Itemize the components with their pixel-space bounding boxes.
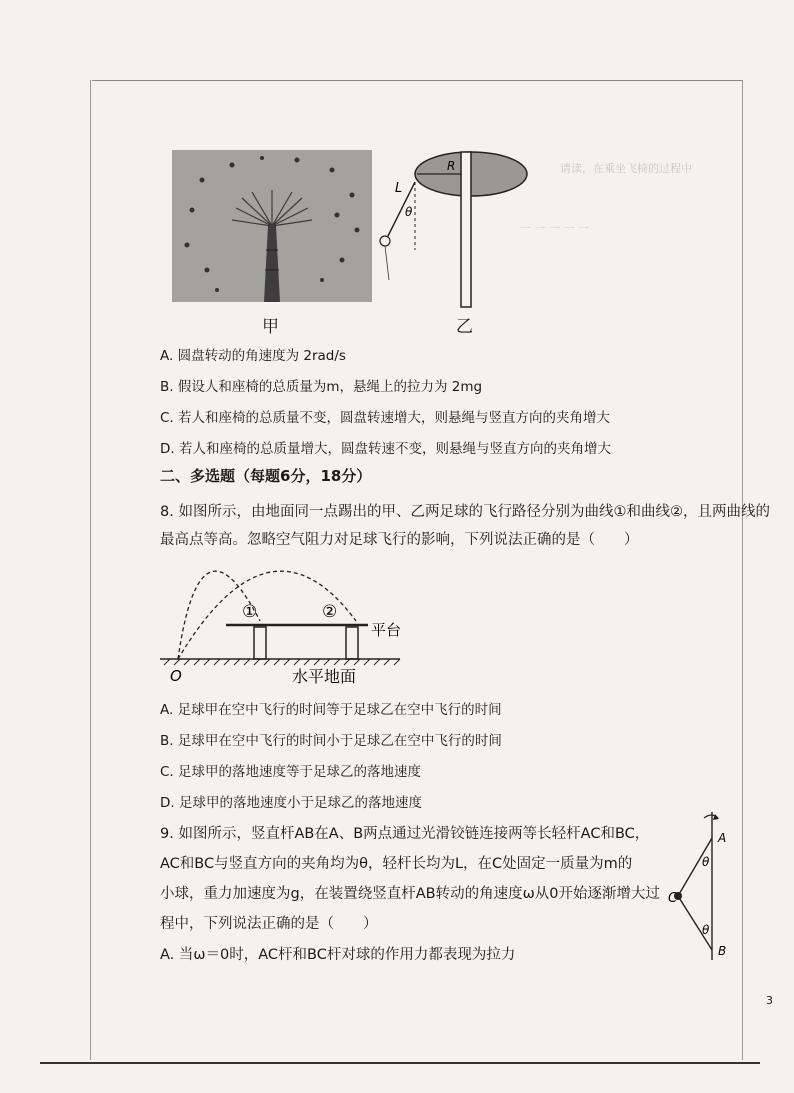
label-C: C bbox=[668, 891, 678, 906]
label-theta-top: θ bbox=[702, 855, 710, 869]
page-number: 3 bbox=[766, 994, 773, 1007]
label-A: A bbox=[718, 831, 727, 845]
scan-border-bottom bbox=[40, 1062, 760, 1064]
q9-stem-line1: 9. 如图所示，竖直杆AB在A、B两点通过光滑铰链连接两等长轻杆AC和BC， bbox=[160, 826, 650, 842]
label-theta-bottom: θ bbox=[702, 923, 710, 937]
q7-option-a: A. 圆盘转动的角速度为 2rad/s bbox=[160, 348, 346, 364]
q8-stem-line1: 8. 如图所示，由地面同一点踢出的甲、乙两足球的飞行路径分别为曲线①和曲线②，且两曲线的 bbox=[160, 504, 770, 520]
q8-option-b: B. 足球甲在空中飞行的时间小于足球乙在空中飞行的时间 bbox=[160, 733, 502, 749]
q8-trajectory-diagram bbox=[160, 545, 410, 685]
figure-yi-diagram bbox=[375, 140, 555, 310]
swing-ride-photo bbox=[172, 150, 372, 302]
label-R: R bbox=[447, 159, 456, 173]
section-title-multiple-choice: 二、多选题（每题6分，18分） bbox=[160, 467, 372, 485]
q9-rod-diagram bbox=[668, 810, 748, 960]
ground-label: 水平地面 bbox=[292, 667, 357, 685]
scan-border-left bbox=[90, 80, 91, 1060]
q8-stem-line2: 最高点等高。忽略空气阻力对足球飞行的影响，下列说法正确的是（ ） bbox=[160, 532, 639, 548]
figure-yi-label: 乙 bbox=[456, 317, 473, 337]
label-B: B bbox=[718, 944, 727, 958]
origin-label: O bbox=[170, 667, 182, 685]
q9-option-a: A. 当ω＝0时，AC杆和BC杆对球的作用力都表现为拉力 bbox=[160, 947, 516, 963]
bleed-through-text: 一 一 一 一 一 bbox=[520, 222, 589, 235]
label-theta: θ bbox=[405, 205, 413, 219]
q7-option-b: B. 假设人和座椅的总质量为m，悬绳上的拉力为 2mg bbox=[160, 379, 483, 395]
ball2-label: ② bbox=[322, 602, 338, 622]
q8-option-a: A. 足球甲在空中飞行的时间等于足球乙在空中飞行的时间 bbox=[160, 702, 502, 718]
q9-stem-line2: AC和BC与竖直方向的夹角均为θ，轻杆长均为L，在C处固定一质量为m的 bbox=[160, 856, 633, 872]
bleed-through-text: 请读，在乘坐飞椅的过程中 bbox=[560, 162, 692, 175]
ball1-label: ① bbox=[242, 602, 258, 622]
scan-border-top bbox=[92, 80, 742, 81]
q7-option-c: C. 若人和座椅的总质量不变，圆盘转速增大，则悬绳与竖直方向的夹角增大 bbox=[160, 410, 611, 426]
q8-option-d: D. 足球甲的落地速度小于足球乙的落地速度 bbox=[160, 795, 422, 811]
q9-stem-line4: 程中，下列说法正确的是（ ） bbox=[160, 916, 378, 932]
q7-option-d: D. 若人和座椅的总质量增大，圆盘转速不变，则悬绳与竖直方向的夹角增大 bbox=[160, 441, 611, 457]
figure-jia-label: 甲 bbox=[262, 317, 279, 337]
label-L: L bbox=[395, 181, 403, 196]
q9-stem-line3: 小球，重力加速度为g，在装置绕竖直杆AB转动的角速度ω从0开始逐渐增大过 bbox=[160, 886, 660, 902]
platform-label: 平台 bbox=[371, 621, 402, 639]
q8-option-c: C. 足球甲的落地速度等于足球乙的落地速度 bbox=[160, 764, 422, 780]
